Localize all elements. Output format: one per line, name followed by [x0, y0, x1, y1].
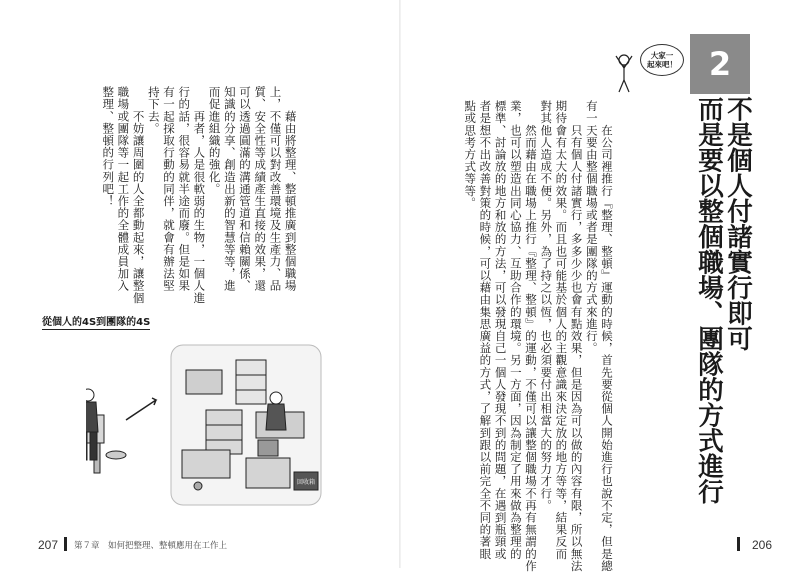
right-line: 只有個人付諸實行，多多少少也會有點效果，但是因為可以做的內容有限，所以無法: [569, 100, 584, 572]
figure-caption: 從個人的4S到團隊的4S: [42, 313, 150, 330]
right-line: 對其他人造成不便。另外，為了持之以恆，也必須要付出相當大的努力才行。: [539, 100, 554, 512]
left-line: 上，不僅可以對改善環境及生產力、品: [268, 86, 283, 292]
gutter: [399, 0, 401, 568]
left-line: 整理、整頓的行列吧！: [101, 86, 116, 207]
recycle-box: [294, 472, 318, 490]
left-line: 職場或團隊等一起工作的全體成員加入: [116, 86, 131, 292]
page-number-right: 206: [752, 538, 773, 552]
footer-bar-left: [64, 537, 67, 551]
chapter-number-badge: [690, 34, 750, 94]
individual-desk-scene: [86, 389, 126, 473]
arrow-icon: [126, 398, 156, 420]
title-line-2: 而是要以整個職場、團隊的方式進行: [694, 96, 724, 504]
right-line: 有一天要由整個職場或者是團隊的方式來進行。: [584, 100, 599, 355]
left-line: 質、安全性等成績產生直接的效果，還: [253, 86, 268, 292]
left-line: 行的話，很容易就半途而廢。但是如果: [177, 86, 192, 292]
right-body-text: [462, 100, 615, 572]
office-illustration: [86, 340, 326, 510]
section-title: [690, 96, 753, 504]
page-number-left: 207: [38, 538, 59, 552]
right-line: 者是想不出改善對策的時候，可以藉由集思廣益的方式，了解到跟以前完全不同的著眼: [478, 100, 493, 560]
left-line: 不妨讓周圍的人全都動起來，讓整個: [131, 86, 146, 304]
left-line: 持下去。: [146, 86, 161, 135]
right-line: 期待會有太大的效果。而且也可能基於個人的主觀意識來決定放的地方等等，結果反而: [554, 100, 569, 560]
recycle-box-label: 回收箱: [296, 479, 316, 486]
left-line: 有一起採取行動的同伴，就會有辦法堅: [162, 86, 177, 292]
left-line: 而促進組織的強化。: [207, 86, 222, 195]
right-line: 然而藉由在職場上推行『整理、整頓』的運動，不僅可以讓整個職場不再有無謂的作: [524, 100, 539, 572]
left-line: 知識的分享、創造出新的智慧等等，進: [222, 86, 237, 292]
left-line: 藉由將整理、整頓推廣到整個職場: [283, 86, 298, 292]
title-line-1: 不是個人付諸實行即可: [723, 96, 753, 351]
right-line: 點或思考方式等等。: [463, 100, 478, 209]
left-body-text: [100, 86, 298, 346]
bubble-line-2: 起來吧！: [647, 60, 677, 69]
right-line: 業，也可以塑造出同心協力、互助合作的環境。另一方面，因為制定了用來做為整理的: [508, 100, 523, 560]
running-header: 第７章 如何把整理、整頓應用在工作上: [74, 541, 228, 551]
chapter-number: 2: [708, 45, 732, 83]
footer-bar-right: [737, 537, 740, 551]
left-line: 再者，人是很軟弱的生物，一個人進: [192, 86, 207, 304]
right-line: 在公司裡推行『整理、整頓』運動的時候，首先要從個人開始進行也說不定，但是總: [600, 100, 615, 572]
left-line: 可以透過圓滿的溝通管道和信賴關係、: [238, 86, 253, 292]
bubble-line-1: 大家一: [650, 51, 674, 60]
right-line: 標準、討論放的地方和放的方法，可以發現自己一個人發現不到的問題，在遇到瓶頸或: [493, 100, 508, 560]
speech-bubble: [640, 44, 684, 76]
